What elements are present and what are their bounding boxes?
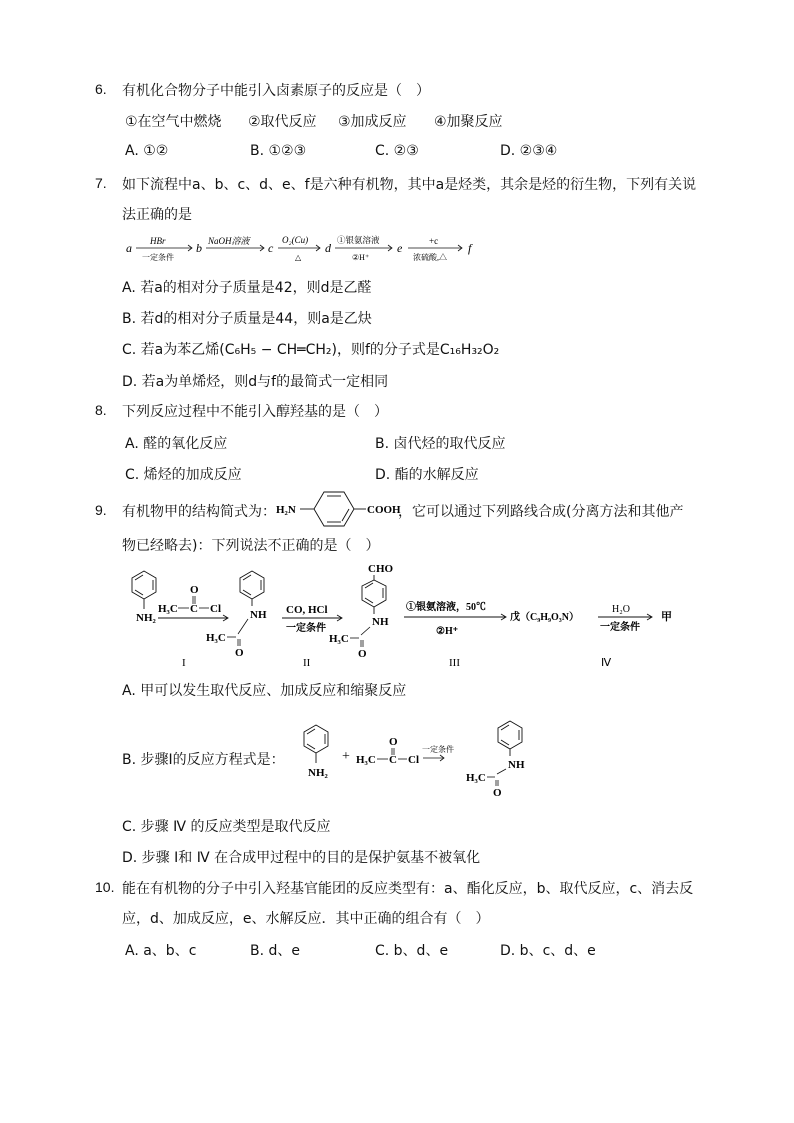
q7-number: 7. bbox=[95, 175, 107, 191]
q8-option-d[interactable]: D. 酯的水解反应 bbox=[375, 467, 479, 483]
q6-option-c[interactable]: C. ②③ bbox=[375, 143, 419, 159]
r2-bottom: 一定条件 bbox=[286, 623, 326, 634]
flow-r5-top: +c bbox=[429, 236, 439, 246]
flow-f: f bbox=[468, 241, 472, 255]
q9-option-a[interactable]: A. 甲可以发生取代反应、加成反应和缩聚反应 bbox=[122, 683, 407, 699]
flow-r3-bottom: △ bbox=[295, 253, 302, 262]
q9-target-structure bbox=[272, 486, 412, 530]
aniline-molecule bbox=[132, 571, 157, 624]
q10-stem-line1: 能在有机物的分子中引入羟基官能团的反应类型有：a、酯化反应，b、取代反应，c、消去反 bbox=[122, 881, 694, 897]
q6-item-3: ③加成反应 bbox=[338, 114, 407, 130]
q7-stem-line1: 如下流程中a、b、c、d、e、f是六种有机物，其中a是烃类，其余是烃的衍生物，下列有关说 bbox=[122, 177, 697, 193]
q10-option-d[interactable]: D. b、c、d、e bbox=[500, 943, 596, 959]
q7-option-a[interactable]: A. 若a的相对分子质量是42，则d是乙醛 bbox=[122, 280, 372, 296]
i-h3c: H₃C bbox=[206, 632, 226, 644]
step1-reagent bbox=[158, 584, 228, 621]
aldehyde-molecule bbox=[329, 563, 394, 660]
r3-top: ①银氨溶液，50℃ bbox=[406, 602, 486, 613]
q8-option-a[interactable]: A. 醛的氧化反应 bbox=[125, 436, 228, 452]
r1-h3c: H₃C bbox=[158, 603, 178, 615]
q7-option-c[interactable]: C. 若a为苯乙烯(C₆H₅ − CH═CH₂)，则f的分子式是C₁₆H₃₂O₂ bbox=[122, 342, 500, 358]
flow-c: c bbox=[268, 241, 274, 255]
q7-option-d[interactable]: D. 若a为单烯烃，则d与f的最简式一定相同 bbox=[122, 374, 389, 390]
eq-o-2: O bbox=[493, 787, 502, 799]
q6-stem: 有机化合物分子中能引入卤素原子的反应是（ ） bbox=[122, 83, 430, 99]
q9-option-d[interactable]: D. 步骤 Ⅰ和 Ⅳ 在合成甲过程中的目的是保护氨基不被氧化 bbox=[122, 850, 481, 866]
q8-option-c[interactable]: C. 烯烃的加成反应 bbox=[125, 467, 242, 483]
aniline-nh2: NH₂ bbox=[136, 612, 156, 624]
wu-compound: 戊（C₉H₉O₃N） bbox=[510, 612, 579, 623]
eq-h3c: H₃C bbox=[356, 754, 376, 766]
ii-nh: NH bbox=[372, 616, 389, 628]
q8-number: 8. bbox=[95, 402, 107, 418]
step2-arrow bbox=[282, 604, 342, 634]
r1-o: O bbox=[190, 584, 199, 596]
step4-arrow bbox=[598, 604, 652, 633]
eq-acyl-chloride bbox=[356, 736, 419, 766]
step-label-3: III bbox=[449, 657, 460, 669]
q10-option-b[interactable]: B. d、e bbox=[250, 943, 301, 959]
flow-b: b bbox=[196, 241, 202, 255]
q10-option-a[interactable]: A. a、b、c bbox=[125, 943, 197, 959]
q9-number: 9. bbox=[95, 502, 107, 518]
eq-cond: 一定条件 bbox=[422, 745, 454, 754]
eq-nh2: NH₂ bbox=[308, 767, 328, 779]
q8-option-b[interactable]: B. 卤代烃的取代反应 bbox=[375, 436, 506, 452]
flow-r4-top: ①银氨溶液 bbox=[337, 235, 380, 245]
flow-a: a bbox=[126, 241, 132, 255]
q10-number: 10. bbox=[95, 879, 115, 895]
flow-r3-top: O₂(Cu) bbox=[282, 235, 309, 245]
flow-r1-top: HBr bbox=[150, 236, 166, 246]
flow-r1-bottom: 一定条件 bbox=[142, 253, 174, 262]
q6-item-1: ①在空气中燃烧 bbox=[125, 114, 222, 130]
flow-d: d bbox=[325, 241, 331, 255]
struct-h2n: H₂N bbox=[276, 504, 296, 516]
i-o: O bbox=[235, 647, 244, 659]
q9-option-b-equation bbox=[296, 718, 556, 798]
eq-cl: Cl bbox=[408, 754, 419, 766]
flow-r4-bottom: ②H⁺ bbox=[352, 253, 370, 262]
q7-stem-line2: 法正确的是 bbox=[122, 207, 192, 223]
q6-option-d[interactable]: D. ②③④ bbox=[500, 143, 558, 159]
r2-top: CO, HCl bbox=[286, 604, 328, 616]
eq-aniline bbox=[304, 725, 329, 779]
step-label-1: I bbox=[182, 657, 186, 669]
q6-item-2: ②取代反应 bbox=[248, 114, 317, 130]
q9-stem-pre: 有机物甲的结构简式为： bbox=[122, 504, 276, 520]
r4-top: H₂O bbox=[612, 604, 630, 615]
eq-acetanilide bbox=[466, 721, 525, 799]
q10-option-c[interactable]: C. b、d、e bbox=[375, 943, 449, 959]
q9-stem-post: ，它可以通过下列路线合成(分离方法和其他产 bbox=[398, 504, 684, 520]
step-label-4: Ⅳ bbox=[601, 657, 612, 669]
step-label-2: II bbox=[303, 657, 311, 669]
q6-option-a[interactable]: A. ①② bbox=[125, 143, 169, 159]
eq-o: O bbox=[389, 736, 398, 748]
acetanilide-molecule bbox=[206, 571, 267, 659]
q9-option-c[interactable]: C. 步骤 Ⅳ 的反应类型是取代反应 bbox=[122, 819, 331, 835]
q9-option-b[interactable]: B. 步骤Ⅰ的反应方程式是： bbox=[122, 752, 285, 768]
flow-r2-top: NaOH溶液 bbox=[208, 236, 250, 246]
eq-c: C bbox=[389, 754, 397, 766]
ii-cho: CHO bbox=[368, 563, 394, 575]
q10-stem-line2: 应，d、加成反应，e、水解反应．其中正确的组合有（ ） bbox=[122, 911, 490, 927]
r1-c: C bbox=[190, 603, 198, 615]
flow-r5-bottom: 浓硫酸,△ bbox=[413, 253, 447, 262]
r3-bottom: ②H⁺ bbox=[436, 626, 459, 637]
eq-plus: + bbox=[342, 749, 350, 764]
eq-nh: NH bbox=[508, 759, 525, 771]
eq-h3c-2: H₃C bbox=[466, 772, 486, 784]
step3-arrow bbox=[404, 600, 506, 637]
ii-o: O bbox=[358, 648, 367, 660]
i-nh: NH bbox=[250, 609, 267, 621]
struct-cooh: COOH bbox=[367, 504, 401, 516]
q9-stem-line2: 物已经略去)：下列说法不正确的是（ ） bbox=[122, 538, 380, 554]
q9-synthesis-route bbox=[110, 558, 690, 673]
jia-compound: 甲 bbox=[661, 611, 672, 623]
r4-bottom: 一定条件 bbox=[600, 622, 640, 633]
q6-option-b[interactable]: B. ①②③ bbox=[250, 143, 307, 159]
q6-number: 6. bbox=[95, 81, 107, 97]
r1-cl: Cl bbox=[210, 603, 221, 615]
q7-option-b[interactable]: B. 若d的相对分子质量是44，则a是乙炔 bbox=[122, 311, 372, 327]
q6-item-4: ④加聚反应 bbox=[434, 114, 503, 130]
flow-e: e bbox=[397, 241, 403, 255]
ii-h3c: H₃C bbox=[329, 633, 349, 645]
q7-reaction-flow bbox=[124, 232, 484, 264]
q8-stem: 下列反应过程中不能引入醇羟基的是（ ） bbox=[122, 404, 388, 420]
